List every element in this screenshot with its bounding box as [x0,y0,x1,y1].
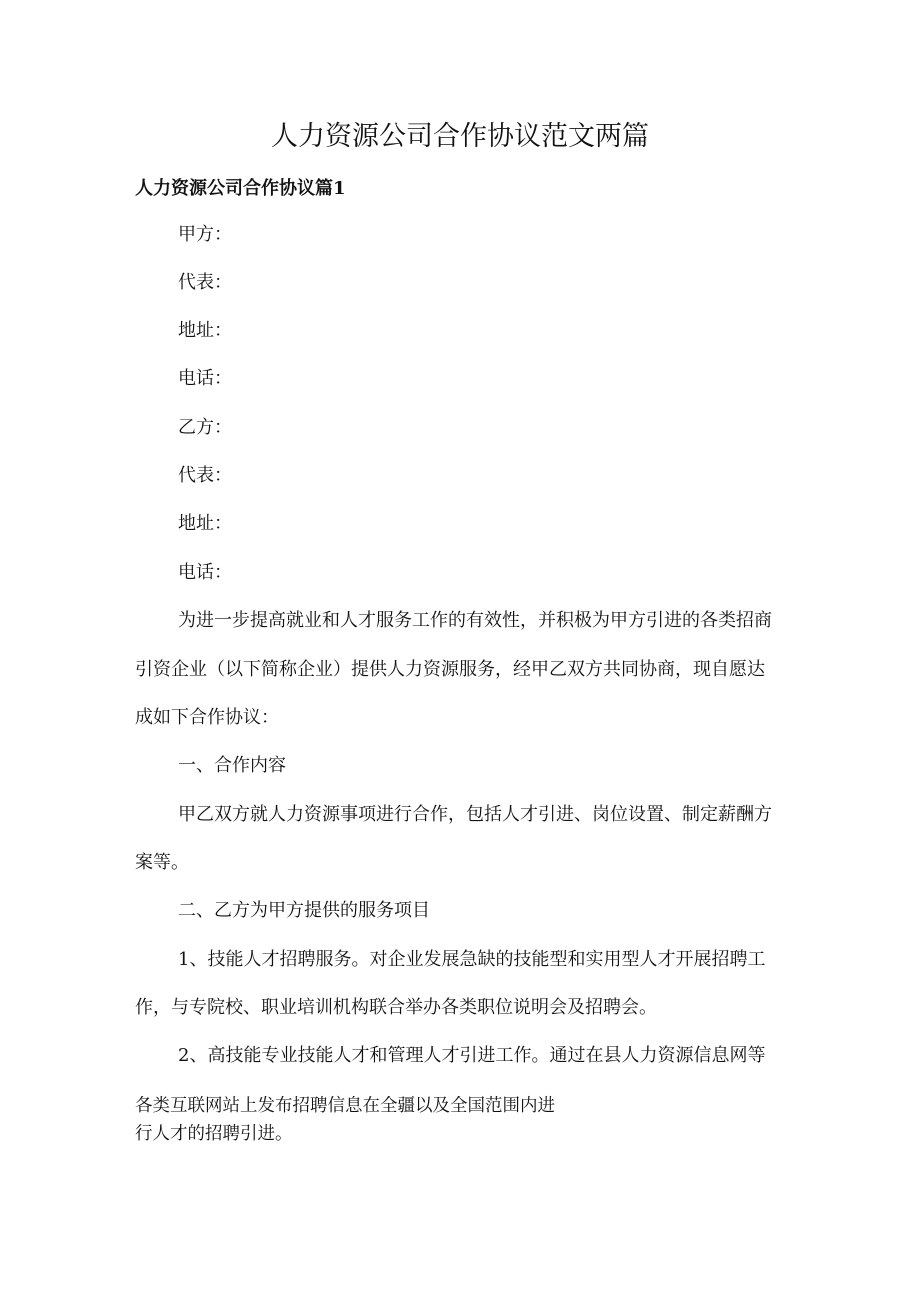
party-b-field: 乙方： [178,417,232,438]
intro-line-3: 成如下合作协议： [135,707,279,728]
party-b-representative-field: 代表： [178,465,232,486]
party-a-representative-field: 代表： [178,272,232,293]
section-heading: 人力资源公司合作协议篇1 [135,178,346,199]
section-2-item-1-line-2: 作，与专院校、职业培训机构联合举办各类职位说明会及招聘会。 [135,997,657,1018]
intro-line-1: 为进一步提高就业和人才服务工作的有效性，并积极为甲方引进的各类招商 [178,610,772,631]
section-1-line-1: 甲乙双方就人力资源事项进行合作，包括人才引进、岗位设置、制定薪酬方 [178,804,772,825]
intro-line-2: 引资企业（以下简称企业）提供人力资源服务，经甲乙双方共同协商，现自愿达 [135,659,765,680]
section-1-heading: 一、合作内容 [178,755,286,776]
party-b-phone-field: 电话： [178,562,232,583]
party-a-phone-field: 电话： [178,368,232,389]
section-2-item-2-line-1: 2、高技能专业技能人才和管理人才引进工作。通过在县人力资源信息网等 [178,1045,766,1066]
section-2-item-2-line-3: 行人才的招聘引进。 [135,1124,293,1144]
section-2-item-2-line-2: 各类互联网站上发布招聘信息在全疆以及全国范围内进 [135,1096,555,1116]
document-title: 人力资源公司合作协议范文两篇 [271,121,649,152]
party-b-address-field: 地址： [178,513,232,534]
party-a-address-field: 地址： [178,320,232,341]
party-a-field: 甲方： [178,224,232,245]
section-2-heading: 二、乙方为甲方提供的服务项目 [178,900,430,921]
section-1-line-2: 案等。 [135,852,189,873]
section-2-item-1-line-1: 1、技能人才招聘服务。对企业发展急缺的技能型和实用型人才开展招聘工 [178,949,766,970]
